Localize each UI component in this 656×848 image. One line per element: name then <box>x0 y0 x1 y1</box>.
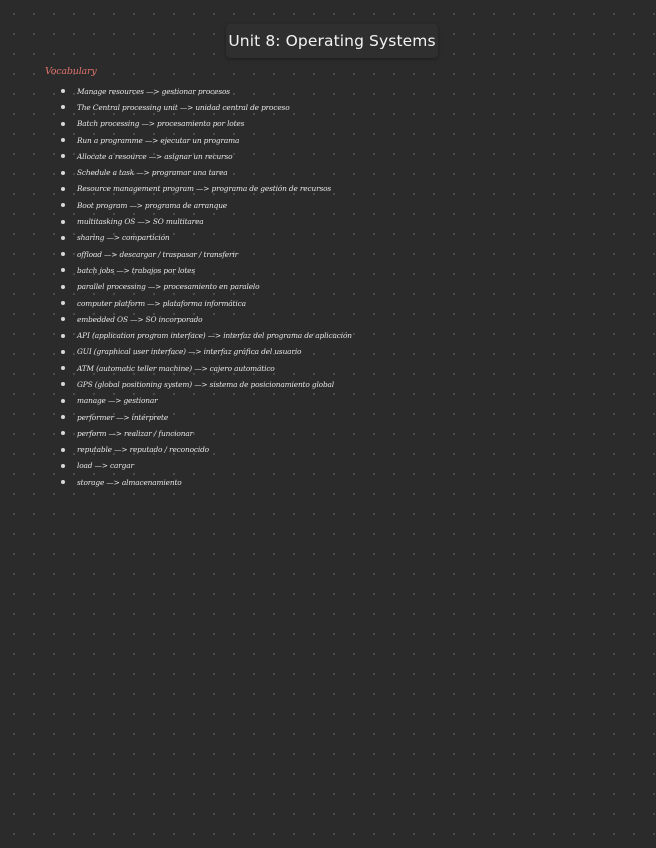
list-item <box>60 409 620 425</box>
list-item <box>60 442 620 458</box>
vocabulary-entry: perform —> realizar / funcionar <box>77 428 193 438</box>
vocabulary-entry: Allocate a resource —> asignar un recurso <box>77 151 233 161</box>
vocabulary-entry: Resource management program —> programa de gestión de recursos <box>77 184 332 194</box>
bullet-icon <box>61 268 65 272</box>
vocabulary-entry: offload —> descargar / traspasar / transferir <box>77 249 238 259</box>
list-item <box>60 262 620 278</box>
vocabulary-entry: reputable —> reputado / reconocido <box>77 445 209 455</box>
vocabulary-entry: ATM (automatic teller machine) —> cajero automático <box>77 363 275 373</box>
bullet-icon <box>61 350 65 354</box>
bullet-icon <box>61 334 65 338</box>
bullet-icon <box>61 105 65 109</box>
bullet-icon <box>61 252 65 256</box>
list-item <box>60 181 620 197</box>
vocabulary-entry: sharing —> compartición <box>77 233 170 243</box>
vocabulary-entry: computer platform —> plataforma informática <box>77 298 246 308</box>
bullet-icon <box>61 431 65 435</box>
list-item <box>60 425 620 441</box>
bullet-icon <box>61 220 65 224</box>
bullet-icon <box>61 122 65 126</box>
vocabulary-entry: batch jobs —> trabajos por lotes <box>77 265 196 275</box>
list-item <box>60 344 620 360</box>
list-item <box>60 213 620 229</box>
vocabulary-entry: performer —> intérprete <box>77 412 169 422</box>
vocabulary-entry: Manage resources —> gestionar procesos <box>77 86 230 96</box>
bullet-icon <box>61 89 65 93</box>
vocabulary-entry: parallel processing —> procesamiento en paralelo <box>77 282 260 292</box>
vocabulary-entry: The Central processing unit —> unidad central de proceso <box>77 102 290 112</box>
bullet-icon <box>61 236 65 240</box>
page-title: Unit 8: Operating Systems <box>228 32 436 50</box>
bullet-icon <box>61 187 65 191</box>
list-item <box>60 360 620 376</box>
list-item <box>60 148 620 164</box>
list-item <box>60 327 620 343</box>
list-item <box>60 99 620 115</box>
list-item <box>60 197 620 213</box>
list-item <box>60 393 620 409</box>
vocabulary-entry: load —> cargar <box>77 461 134 471</box>
bullet-icon <box>61 285 65 289</box>
bullet-icon <box>61 480 65 484</box>
list-item <box>60 279 620 295</box>
list-item <box>60 376 620 392</box>
vocabulary-entry: Batch processing —> procesamiento por lotes <box>77 119 245 129</box>
list-item <box>60 116 620 132</box>
list-item <box>60 246 620 262</box>
list-item <box>60 474 620 490</box>
vocabulary-entry: API (application program interface) —> interfaz del programa de aplicación <box>77 331 352 341</box>
list-item <box>60 230 620 246</box>
bullet-icon <box>61 399 65 403</box>
list-item <box>60 83 620 99</box>
list-item <box>60 295 620 311</box>
bullet-icon <box>61 464 65 468</box>
vocabulary-entry: embedded OS —> SO incorporado <box>77 314 203 324</box>
vocabulary-entry: storage —> almacenamiento <box>77 477 182 487</box>
title-box <box>226 24 438 58</box>
bullet-icon <box>61 154 65 158</box>
bullet-icon <box>61 171 65 175</box>
bullet-icon <box>61 366 65 370</box>
vocabulary-entry: Run a programme —> ejecutar un programa <box>77 135 240 145</box>
bullet-icon <box>61 382 65 386</box>
vocabulary-entry: GUI (graphical user interface) —> interfaz gráfica del usuario <box>77 347 302 357</box>
bullet-icon <box>61 415 65 419</box>
vocabulary-heading: Vocabulary <box>45 66 97 77</box>
bullet-icon <box>61 138 65 142</box>
bullet-icon <box>61 448 65 452</box>
vocabulary-entry: multitasking OS —> SO multitarea <box>77 217 204 227</box>
list-item <box>60 311 620 327</box>
list-item <box>60 458 620 474</box>
bullet-icon <box>61 317 65 321</box>
vocabulary-entry: Schedule a task —> programar una tarea <box>77 168 228 178</box>
list-item <box>60 132 620 148</box>
vocabulary-entry: Boot program —> programa de arranque <box>77 200 228 210</box>
list-item <box>60 164 620 180</box>
vocabulary-entry: manage —> gestionar <box>77 396 158 406</box>
vocabulary-list <box>60 83 620 490</box>
bullet-icon <box>61 301 65 305</box>
bullet-icon <box>61 203 65 207</box>
vocabulary-entry: GPS (global positioning system) —> sistema de posicionamiento global <box>77 379 335 389</box>
